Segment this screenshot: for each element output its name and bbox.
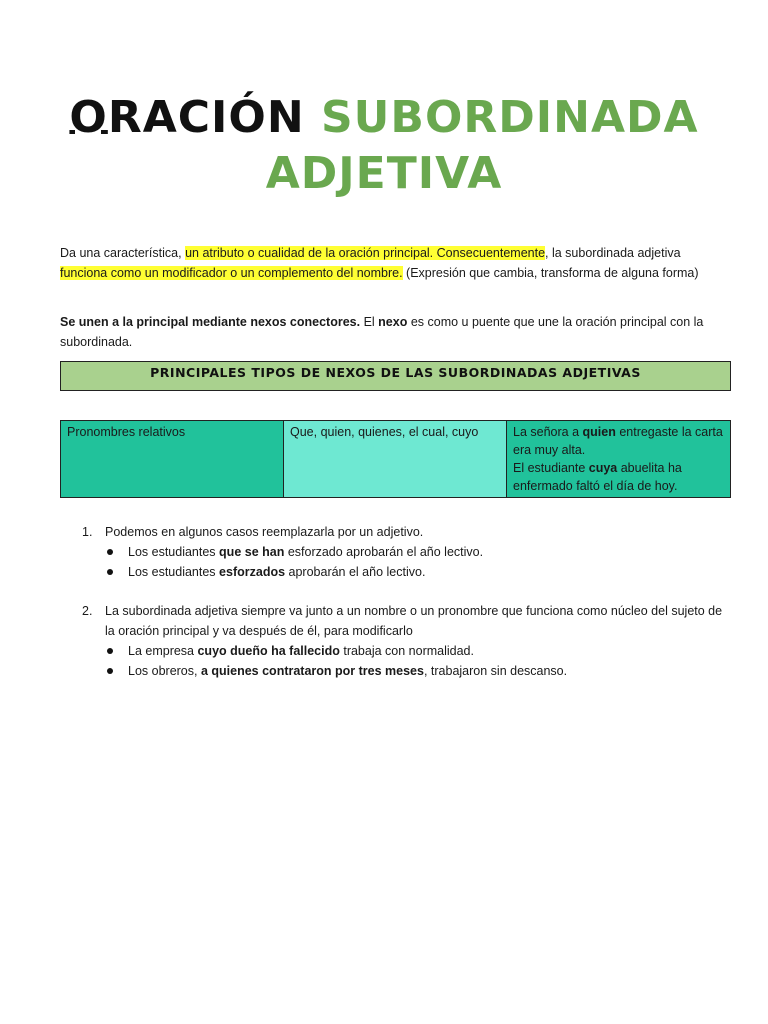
bullet-item: Los estudiantes esforzados aprobarán el año lectivo. [105, 562, 730, 582]
list-number: 1. [82, 525, 93, 539]
bullet-item: La empresa cuyo dueño ha fallecido trabaja con normalidad. [105, 641, 730, 661]
example-2: El estudiante cuya abuelita ha enfermado faltó el día de hoy. [513, 461, 682, 493]
title-word-adjetiva: ADJETIVA [265, 148, 503, 199]
nexos-table [60, 420, 731, 498]
list-item-text: La subordinada adjetiva siempre va junto a un nombre o un pronombre que funciona como núcleo del sujeto de la oración principal y va después de él, para modificarlo [105, 604, 723, 638]
title-word-subordinada: SUBORDINADA [320, 92, 699, 143]
list-item-text: Podemos en algunos casos reemplazarla por un adjetivo. [105, 525, 424, 539]
intro-paragraph: Da una característica, un atributo o cualidad de la oración principal. Consecuentemente, la subordinada adjetiva funciona como un modificador o un complemento del nombre. (Expresión que cambia, transforma de alguna forma) [60, 246, 699, 280]
document-title [0, 90, 768, 202]
nexos-banner: PRINCIPALES TIPOS DE NEXOS DE LAS SUBORDINADAS ADJETIVAS [60, 361, 731, 391]
highlight-attribute: un atributo o cualidad de la oración principal. Consecuentemente [185, 246, 546, 260]
title-word-oracion: ORACIÓN [69, 92, 305, 143]
list-item-2 [60, 601, 730, 681]
example-1: La señora a quien entregaste la carta era muy alta. [513, 425, 723, 457]
cell-nexos: Que, quien, quienes, el cual, cuyo [284, 421, 507, 498]
table-row [61, 421, 731, 498]
highlight-modifier: funciona como un modificador o un complemento del nombre. [60, 265, 403, 280]
list-item-1 [60, 522, 730, 582]
bullet-item: Los estudiantes que se han esforzado aprobarán el año lectivo. [105, 542, 730, 562]
bullet-item: Los obreros, a quienes contrataron por tres meses, trabajaron sin descanso. [105, 661, 730, 681]
cell-examples [507, 421, 731, 498]
list-number: 2. [82, 604, 93, 618]
nexo-paragraph: Se unen a la principal mediante nexos conectores. El nexo es como u puente que une la oración principal con la subordinada. [60, 315, 704, 349]
cell-type: Pronombres relativos [61, 421, 284, 498]
